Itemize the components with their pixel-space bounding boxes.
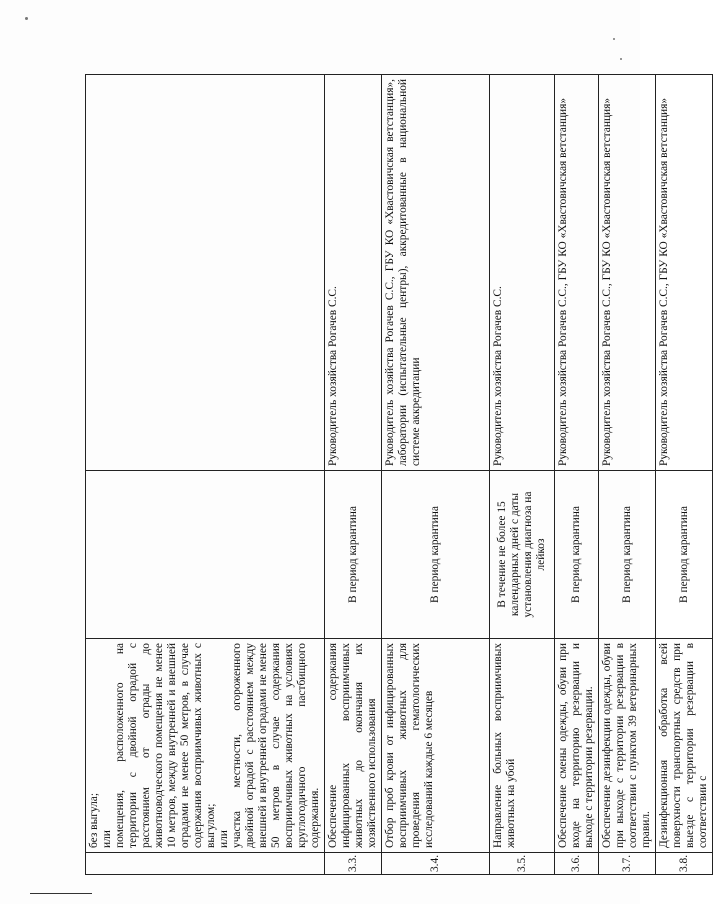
table-row xyxy=(382,75,490,875)
term: В течение не более 15 календарных дней с даты установления диагноза на лейкоз xyxy=(490,471,555,639)
table-row xyxy=(656,75,713,875)
row-number: 3.8. xyxy=(656,853,713,875)
term: В период карантина xyxy=(555,471,599,639)
term: В период карантина xyxy=(325,471,382,639)
table-row xyxy=(490,75,555,875)
measure-description: Обеспечение содержания инфицированных восприимчивых животных до окончания их хозяйственного использования xyxy=(325,639,382,853)
measure-description: Отбор проб крови от инфицированных восприимчивых животных для проведения гематологических исследований каждые 6 месяцев xyxy=(382,639,490,853)
responsible: Руководитель хозяйства Рогачев С.С., ГБУ КО «Хвастовичская ветстанция» xyxy=(599,75,656,471)
row-number: 3.3. xyxy=(325,853,382,875)
scan-speck xyxy=(620,58,622,60)
desc-line: помещения, расположенного на территории с двойной оградой с расстоянием от ограды до животноводческого помещения не менее 10 метров, между внутренней и внешней оградами не менее 50 метров, в случае содержания восприимчивых животных с выгулом; xyxy=(114,643,217,848)
desc-line: без выгула; xyxy=(88,793,100,848)
term: В период карантина xyxy=(599,471,656,639)
footer-rule xyxy=(30,893,92,894)
measure-description: Обеспечение дезинфекции одежды, обуви при выходе с территории резервации в соответствии с пунктом 39 ветеринарных правил. xyxy=(599,639,656,853)
term: В период карантина xyxy=(382,471,490,639)
row-number: 3.7. xyxy=(599,853,656,875)
scan-speck xyxy=(613,38,615,40)
desc-line: или xyxy=(218,830,230,848)
term xyxy=(86,471,325,639)
quarantine-measures-table xyxy=(85,74,713,875)
responsible: Руководитель хозяйства Рогачев С.С., ГБУ КО «Хвастовичская ветстанция» xyxy=(555,75,599,471)
table-row xyxy=(86,75,325,875)
measure-description: Дезинфекционная обработка всей поверхности транспортных средств при выезде с территории резервации в соответствии с xyxy=(656,639,713,853)
term: В период карантина xyxy=(656,471,713,639)
table-row xyxy=(325,75,382,875)
table-row xyxy=(599,75,656,875)
responsible: Руководитель хозяйства Рогачев С.С., ГБУ КО «Хвастовичская ветстанция», лаборатории (испытательные центры), аккредитованные в национальной системе аккредитации xyxy=(382,75,490,471)
measure-description: Направление больных восприимчивых животных на убой xyxy=(490,639,555,853)
responsible: Руководитель хозяйства Рогачев С.С. xyxy=(490,75,555,471)
row-number: 3.4. xyxy=(382,853,490,875)
row-number xyxy=(86,853,325,875)
responsible: Руководитель хозяйства Рогачев С.С., ГБУ КО «Хвастовичская ветстанция» xyxy=(656,75,713,471)
desc-line: или xyxy=(101,830,113,848)
row-number: 3.6. xyxy=(555,853,599,875)
measure-description xyxy=(86,639,325,853)
rotated-table-wrapper xyxy=(85,75,709,875)
row-number: 3.5. xyxy=(490,853,555,875)
measure-description: Обеспечение смены одежды, обуви при входе на территорию резервации и выходе с территории резервации. xyxy=(555,639,599,853)
scan-speck xyxy=(25,17,28,20)
table-row xyxy=(555,75,599,875)
desc-line: участка местности, огороженного двойной оградой с расстоянием между внешней и внутренней оградами не менее 50 метров в случае содержания восприимчивых животных на условиях круглогодичного пастбищного содержания. xyxy=(231,643,321,848)
responsible xyxy=(86,75,325,471)
responsible: Руководитель хозяйства Рогачев С.С. xyxy=(325,75,382,471)
